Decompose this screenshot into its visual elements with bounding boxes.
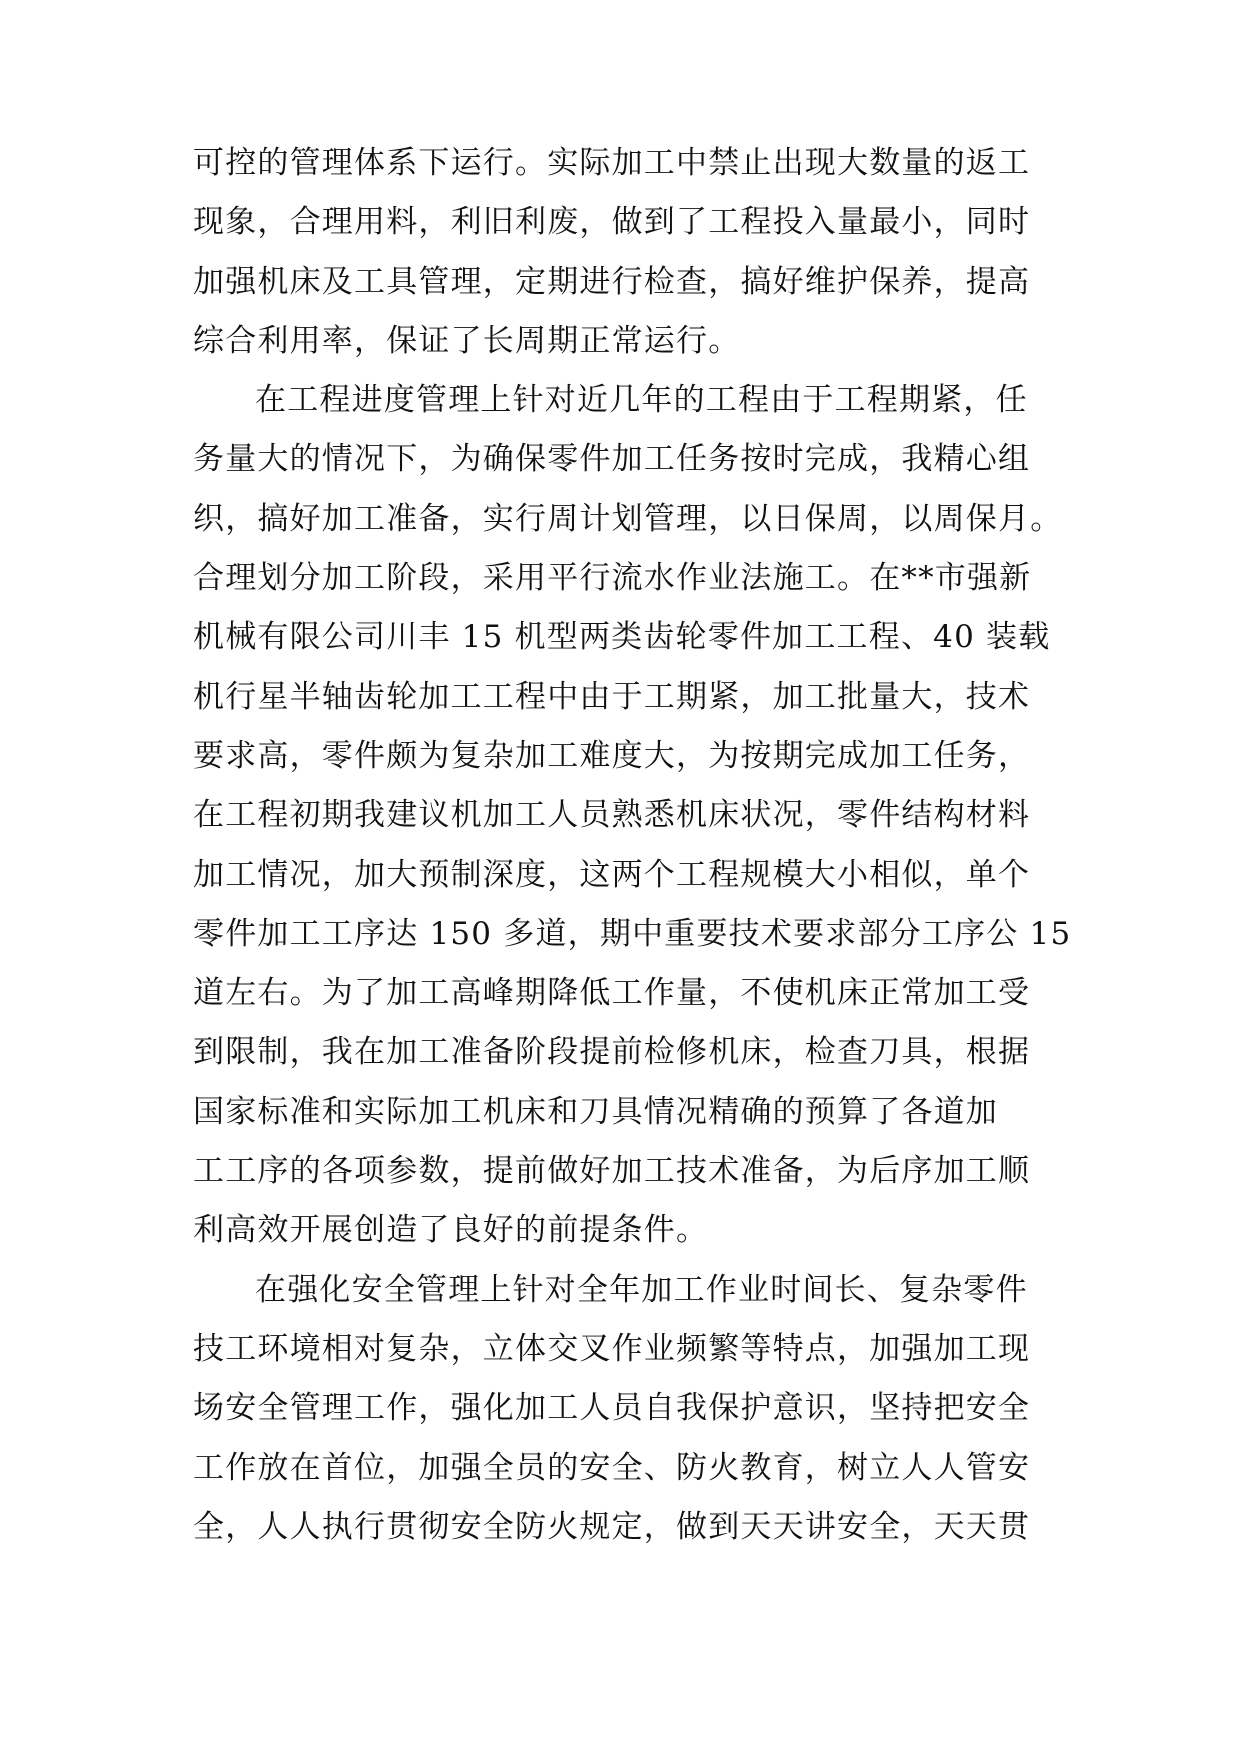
text-line: 织，搞好加工准备，实行周计划管理，以日保周，以周保月。 — [193, 500, 1063, 537]
text-line: 加强机床及工具管理，定期进行检查，搞好维护保养，提高 — [193, 263, 1031, 300]
text-line: 工工序的各项参数，提前做好加工技术准备，为后序加工顺 — [193, 1153, 1031, 1190]
text-line: 务量大的情况下，为确保零件加工任务按时完成，我精心组 — [193, 441, 1031, 478]
text-line: 到限制，我在加工准备阶段提前检修机床，检查刀具，根据 — [193, 1034, 1031, 1071]
text-line: 综合利用率，保证了长周期正常运行。 — [193, 322, 741, 359]
text-line: 在工程进度管理上针对近几年的工程由于工程期紧，任 — [255, 382, 1028, 419]
text-line: 合理划分加工阶段，采用平行流水作业法施工。在**市强新 — [193, 560, 1032, 597]
text-line: 机械有限公司川丰 15 机型两类齿轮零件加工工程、40 装载 — [193, 619, 1051, 656]
text-line: 要求高，零件颇为复杂加工难度大，为按期完成加工任务， — [193, 737, 1031, 774]
text-line: 在工程初期我建议机加工人员熟悉机床状况，零件结构材料 — [193, 797, 1031, 834]
text-line: 全，人人执行贯彻安全防火规定，做到天天讲安全，天天贯 — [193, 1508, 1031, 1545]
body-text — [193, 134, 1072, 1557]
text-line: 利高效开展创造了良好的前提条件。 — [193, 1212, 709, 1249]
text-line: 国家标准和实际加工机床和刀具情况精确的预算了各道加 — [193, 1093, 998, 1130]
text-line: 场安全管理工作，强化加工人员自我保护意识，坚持把安全 — [193, 1390, 1031, 1427]
text-line: 机行星半轴齿轮加工工程中由于工期紧，加工批量大，技术 — [193, 678, 1031, 715]
text-line: 道左右。为了加工高峰期降低工作量，不使机床正常加工受 — [193, 975, 1031, 1012]
text-line: 工作放在首位，加强全员的安全、防火教育，树立人人管安 — [193, 1449, 1031, 1486]
text-line: 加工情况，加大预制深度，这两个工程规模大小相似，单个 — [193, 856, 1031, 893]
text-line: 零件加工工序达 150 多道，期中重要技术要求部分工序公 15 — [193, 915, 1072, 952]
text-line: 在强化安全管理上针对全年加工作业时间长、复杂零件 — [255, 1271, 1028, 1308]
text-line: 技工环境相对复杂，立体交叉作业频繁等特点，加强加工现 — [193, 1330, 1031, 1367]
text-line: 可控的管理体系下运行。实际加工中禁止出现大数量的返工 — [193, 145, 1031, 181]
text-line: 现象，合理用料，利旧利废，做到了工程投入量最小，同时 — [193, 204, 1031, 241]
